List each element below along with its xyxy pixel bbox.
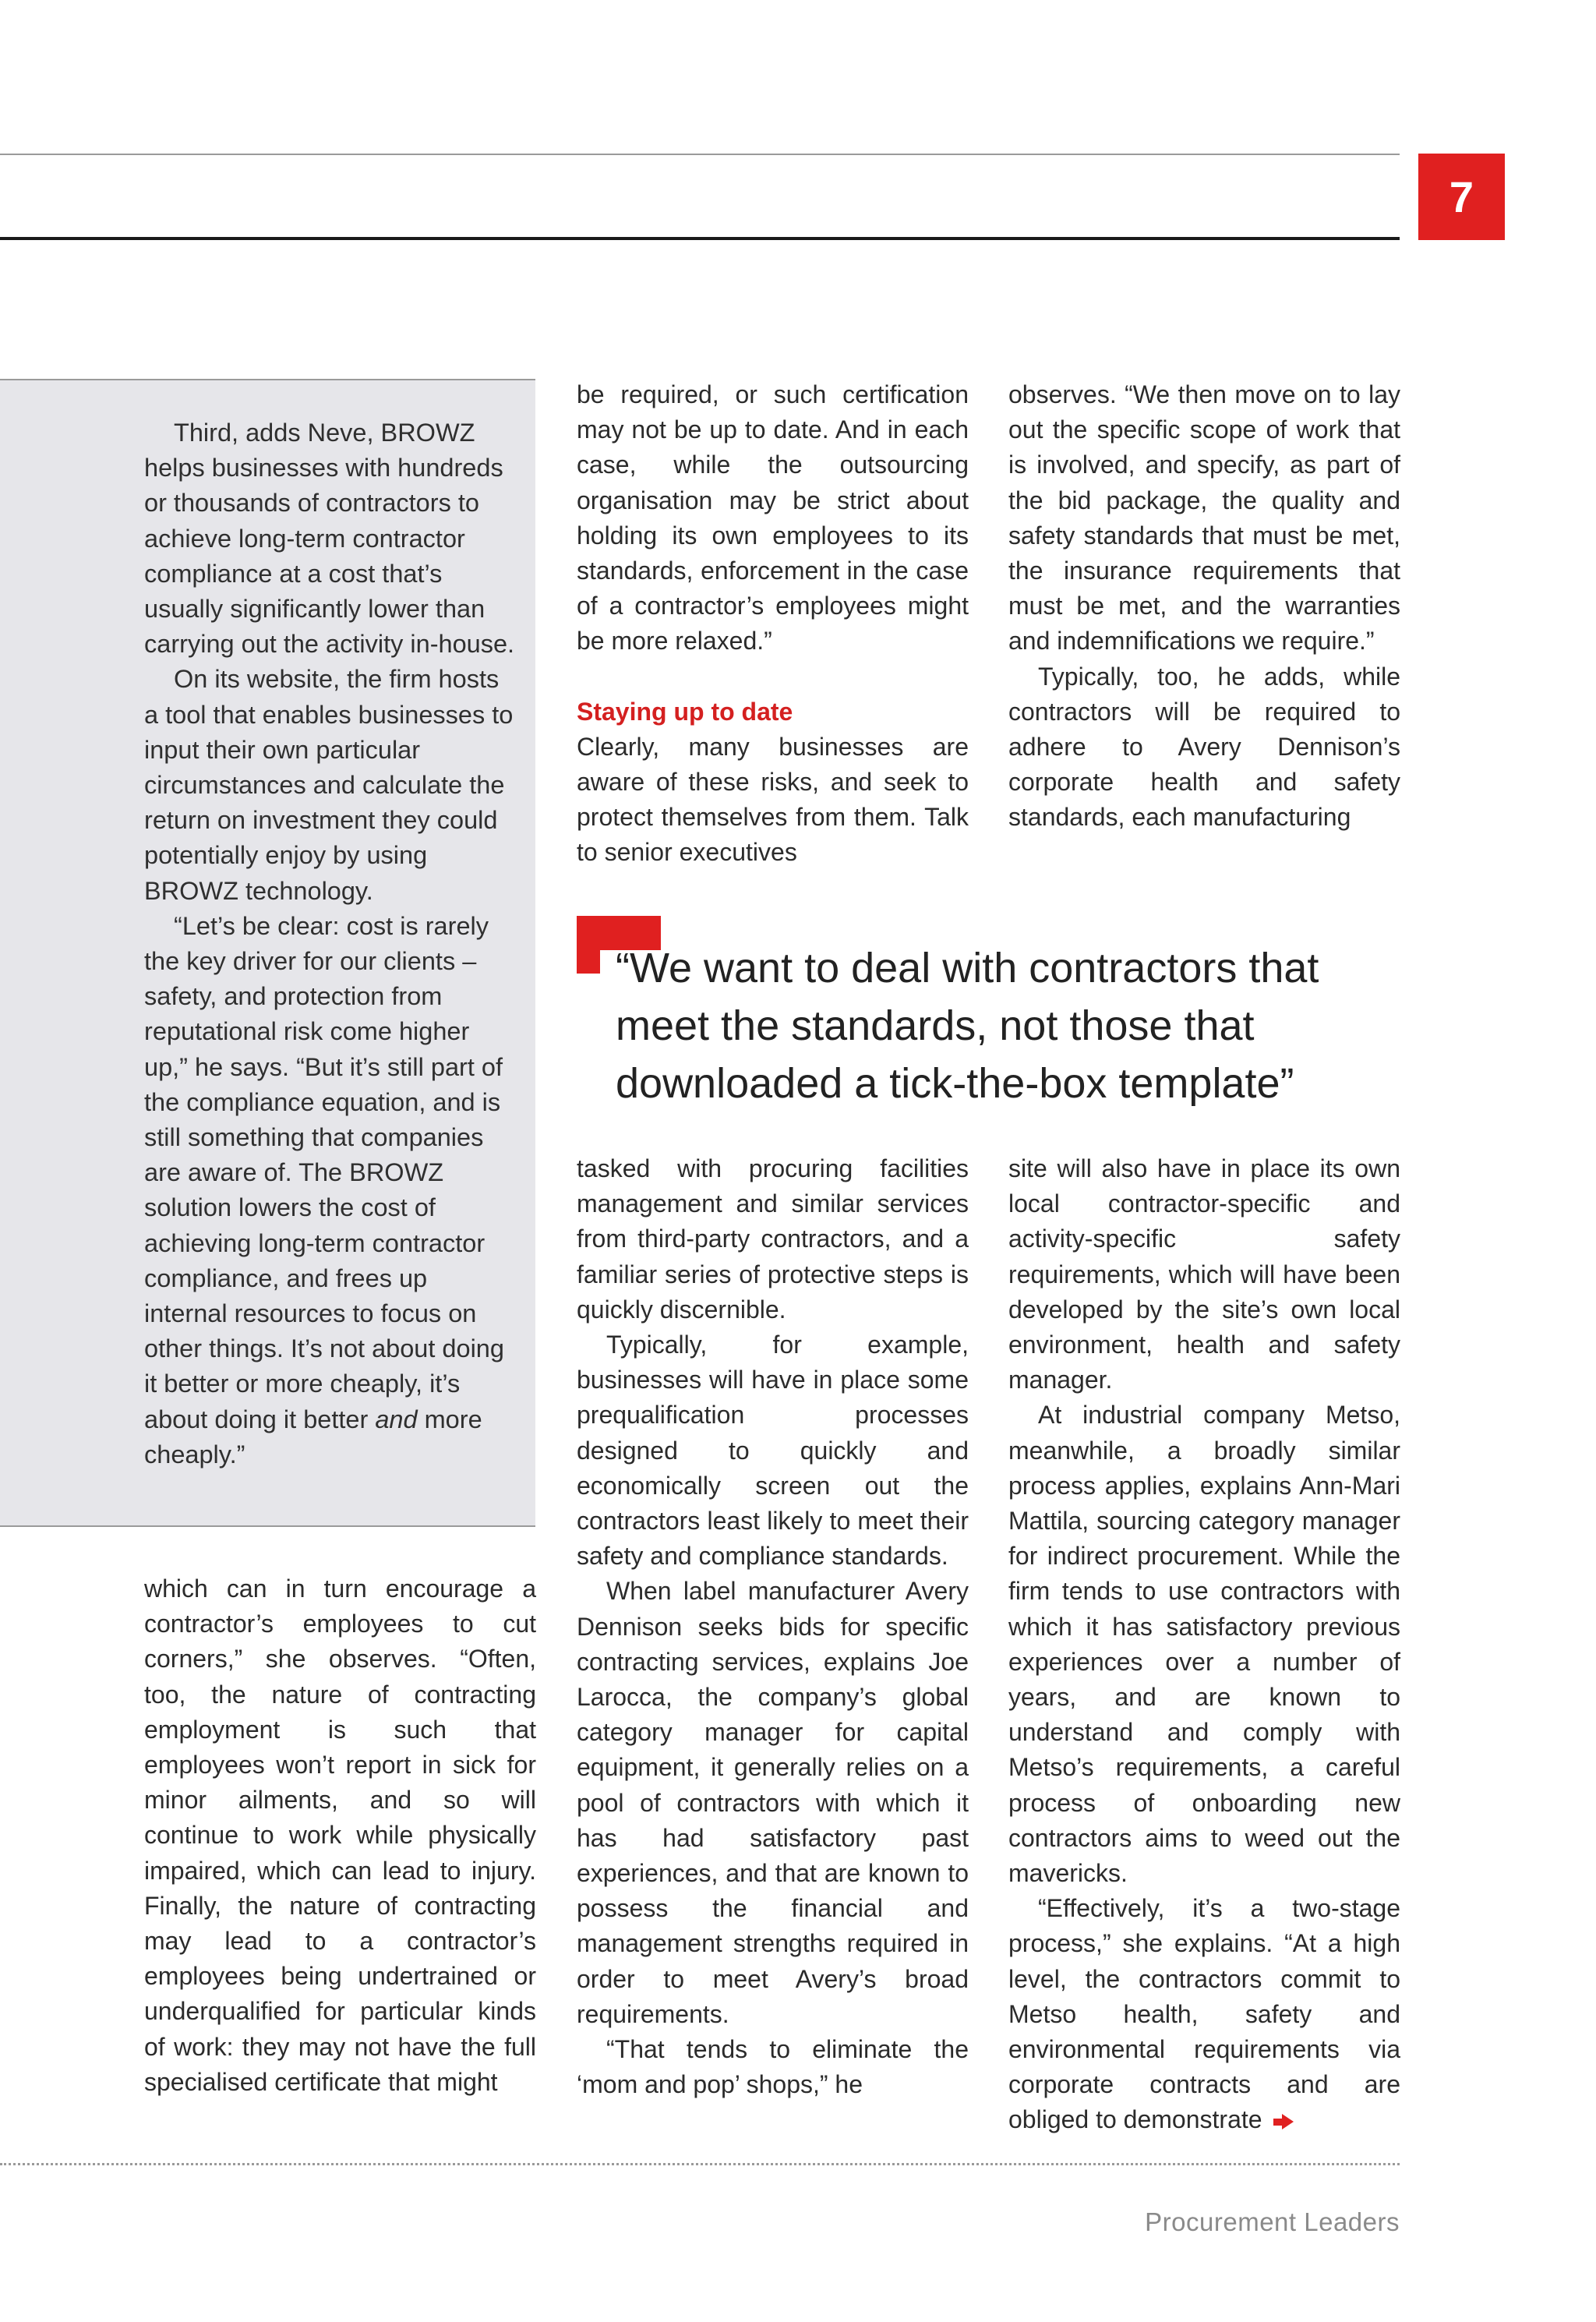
body-paragraph: Clearly, many businesses are aware of these risks, and seek to protect themselves from them. Talk to senior executives [577,732,969,867]
column-2-top [577,377,969,871]
sidebar-paragraph: On its website, the firm hosts a tool that enables businesses to input their own particular circumstances and calculate the return on investment they could potentially enjoy by using BROWZ technology. [144,665,514,905]
sidebar-paragraph-end: more cheaply.” [144,1405,482,1468]
header-rule-thick [0,237,1400,240]
body-paragraph: which can in turn encourage a contractor’s employees to cut corners,” she observes. “Often, too, the nature of contracting employment is such that employees won’t report in sick for minor ailments, and so will continue to work while physically impaired, which can lead to injury. Finally, the nature of contracting may lead to a contractor’s employees being undertrained or underqualified for particular kinds of work: they may not have the full specialised certificate that might [144,1575,536,2096]
body-paragraph: observes. “We then move on to lay out the specific scope of work that is involved, and specify, as part of the bid package, the quality and safety standards that must be met, the insurance requirements that must be met, and the warranties and indemnifications we require.” [1008,380,1400,656]
sidebar-italic-word: and [375,1405,418,1433]
page-number-badge: 7 [1418,154,1505,240]
column-3-bottom [1008,1151,1400,2138]
header-rule-thin [0,154,1400,155]
sidebar-box [0,379,535,1527]
column-2-bottom [577,1151,969,2102]
body-paragraph-text: “Effectively, it’s a two-stage process,” she explains. “At a high level, the contractors commit to Metso health, safety and environmental requirements via corporate contracts and are obliged to demonstrate [1008,1894,1400,2134]
body-paragraph: be required, or such certification may not be up to date. And in each case, while the outsourcing organisation may be strict about holding its own employees to its standards, enforcement in the case of a contractor’s employees might be more relaxed.” [577,380,969,656]
column-3-top [1008,377,1400,836]
body-paragraph: site will also have in place its own local contractor-specific and activity-specific safety requirements, which will have been developed by the site’s own local environment, health and safety manager. [1008,1154,1400,1394]
sidebar-text [144,415,517,1472]
body-paragraph: tasked with procuring facilities management and similar services from third-party contractors, and a familiar series of protective steps is quickly discernible. [577,1154,969,1324]
body-paragraph [1008,1891,1400,2137]
sidebar-paragraph-text: “Let’s be clear: cost is rarely the key driver for our clients – safety, and protection from reputational risk come higher up,” he says. “But it’s still part of the compliance equation, and is still something that companies are aware of. The BROWZ solution lowers the cost of achieving long-term contractor compliance, and frees up internal resources to focus on other things. It’s not about doing it better or more cheaply, it’s about doing it better [144,911,504,1433]
footer-dotted-rule [0,2163,1400,2165]
pull-quote: “We want to deal with contractors that meet the standards, not those that downloaded a tick-the-box template” [616,945,1319,1107]
publication-name: Procurement Leaders [1145,2207,1400,2236]
body-paragraph: At industrial company Metso, meanwhile, a broadly similar process applies, explains Ann-Mari Mattila, sourcing category manager for indirect procurement. While the firm tends to use contractors with which it has satisfactory previous experiences over a number of years, and are known to understand and comply with Metso’s requirements, a careful process of onboarding new contractors aims to weed out the mavericks. [1008,1401,1400,1888]
sidebar-paragraph: Third, adds Neve, BROWZ helps businesses with hundreds or thousands of contractors to achieve long-term contractor compliance at a cost that’s usually significantly lower than carrying out the activity in-house. [144,419,515,659]
sidebar-paragraph [144,909,517,1472]
subheading: Staying up to date [577,697,793,726]
column-1-bottom [144,1571,536,2100]
body-paragraph: “That tends to eliminate the ‘mom and pop’ shops,” he [577,2035,969,2099]
continue-arrow-icon [1273,2114,1294,2129]
body-paragraph: Typically, for example, businesses will have in place some prequalification processes designed to quickly and economically screen out the contractors least likely to meet their safety and compliance standards. [577,1331,969,1571]
body-paragraph: When label manufacturer Avery Dennison seeks bids for specific contracting services, explains Joe Larocca, the company’s global category manager for capital equipment, it generally relies on a pool of contractors with which it has had satisfactory past experiences, and that are known to possess the financial and management strengths required in order to meet Avery’s broad requirements. [577,1577,969,2028]
body-paragraph: Typically, too, he adds, while contractors will be required to adhere to Avery Dennison’s corporate health and safety standards, each manufacturing [1008,662,1400,832]
